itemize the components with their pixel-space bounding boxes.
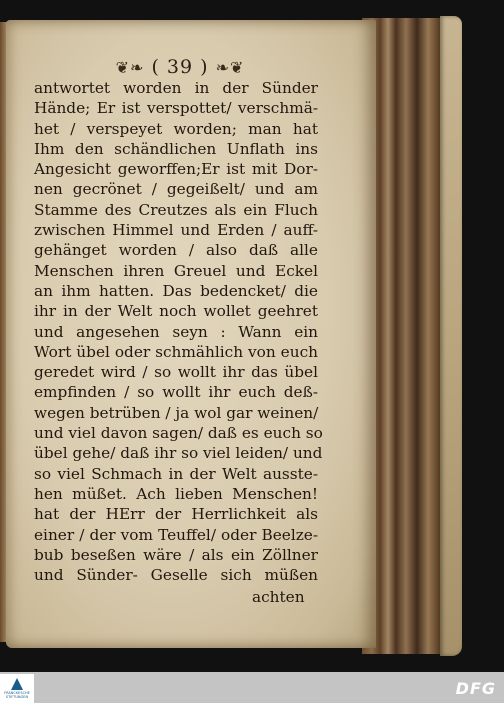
text-line: zwischen Himmel und Erden / auff- xyxy=(34,221,318,240)
text-line: nen gecrönet / gegeißelt/ und am xyxy=(34,180,318,199)
library-logo-text: FRANCKESCHE STIFTUNGEN xyxy=(4,691,30,699)
catchword: achten xyxy=(252,588,305,606)
text-line: Ihm den schändlichen Unflath ins xyxy=(34,139,318,158)
library-logo-icon[interactable] xyxy=(0,674,34,703)
library-logo-mark xyxy=(11,678,23,690)
text-line: hen müßet. Ach lieben Menschen! xyxy=(34,484,318,503)
page-header xyxy=(110,56,250,78)
text-line: und angesehen seyn : Wann ein xyxy=(34,322,318,341)
text-line: bub beseßen wäre / als ein Zöllner xyxy=(34,545,318,564)
text-line: het / verspeyet worden; man hat xyxy=(34,119,318,138)
text-line: und viel davon sagen/ daß es euch so xyxy=(34,424,323,443)
text-line: Angesicht geworffen;Er ist mit Dor- xyxy=(34,160,318,179)
viewer-footer-bar xyxy=(0,672,504,703)
text-line: einer / der vom Teuffel/ oder Beelze- xyxy=(34,525,318,544)
text-line: an ihm hatten. Das bedencket/ die xyxy=(34,281,318,300)
text-line: und Sünder- Geselle sich müßen xyxy=(34,566,318,585)
text-line: gehänget worden / also daß alle xyxy=(34,241,318,260)
ornament-right-icon: ❧❦ xyxy=(215,58,245,77)
page-number: ( 39 ) xyxy=(151,56,209,78)
page-text xyxy=(34,78,323,585)
text-line: übel gehe/ daß ihr so viel leiden/ und xyxy=(34,444,323,463)
text-line: so viel Schmach in der Welt ausste- xyxy=(34,464,318,483)
text-line: hat der HErr der Herrlichkeit als xyxy=(34,505,318,524)
text-line: Wort übel oder schmählich von euch xyxy=(34,342,318,361)
text-line: ihr in der Welt noch wollet geehret xyxy=(34,302,318,321)
text-line: antwortet worden in der Sünder xyxy=(34,79,318,97)
book-fore-edge xyxy=(440,16,462,656)
text-line: wegen betrüben / ja wol gar weinen/ xyxy=(34,403,319,422)
text-line: Hände; Er ist verspottet/ verschmä- xyxy=(34,99,318,118)
text-line: geredet wird / so wollt ihr das übel xyxy=(34,363,318,382)
dfg-logo[interactable]: DFG xyxy=(455,679,496,698)
text-line: empfinden / so wollt ihr euch deß- xyxy=(34,383,318,402)
ornament-left-icon: ❦❧ xyxy=(115,58,145,77)
text-line: Stamme des Creutzes als ein Fluch xyxy=(34,200,318,219)
text-line: Menschen ihren Greuel und Eckel xyxy=(34,261,318,280)
